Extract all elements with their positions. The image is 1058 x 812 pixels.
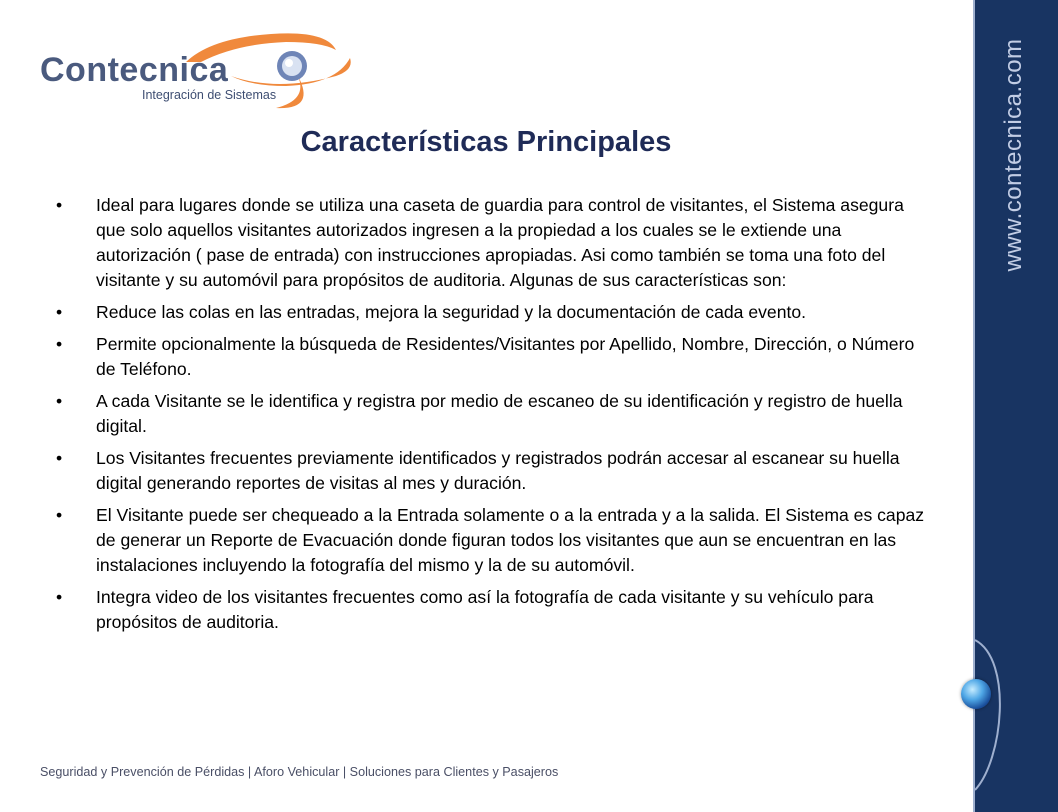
footer-tagline: Seguridad y Prevención de Pérdidas | Aforo Vehicular | Soluciones para Clientes y Pasajeros [40, 765, 559, 779]
bullet-list [56, 193, 936, 642]
bullet-text: A cada Visitante se le identifica y registra por medio de escaneo de su identificación y registro de huella digital. [96, 391, 903, 436]
logo-wordmark: Contecnica [40, 51, 229, 89]
bullet-item [56, 300, 936, 325]
orb-icon [961, 679, 991, 709]
bullet-item [56, 389, 936, 439]
bullet-dot: • [56, 391, 63, 411]
slide-title: Características Principales [300, 126, 672, 158]
bullet-text: Permite opcionalmente la búsqueda de Residentes/Visitantes por Apellido, Nombre, Dirección, o Número de Teléfono. [96, 334, 915, 379]
sidebar-url: www.contecnica.com [1000, 38, 1027, 272]
bullet-text: Integra video de los visitantes frecuentes como así la fotografía de cada visitante y su vehículo para propósitos de auditoria. [96, 587, 874, 632]
bullet-item [56, 332, 936, 382]
bullet-dot: • [56, 448, 63, 468]
bullet-dot: • [56, 302, 63, 322]
contecnica-logo [36, 32, 356, 112]
bullet-item [56, 585, 936, 635]
bullet-text: El Visitante puede ser chequeado a la Entrada solamente o a la entrada y a la salida. El Sistema es capaz de generar un Reporte de Evacuación donde figuran todos los visitantes que aun se encuentran en las instalaciones incluyendo la fotografía del mismo y la de su automóvil. [96, 505, 925, 575]
bullet-text: Reduce las colas en las entradas, mejora la seguridad y la documentación de cada evento. [96, 302, 807, 322]
bullet-dot: • [56, 334, 63, 354]
bullet-text: Los Visitantes frecuentes previamente identificados y registrados podrán accesar al escanear su huella digital generando reportes de visitas al mes y duración. [96, 448, 900, 493]
logo-tagline: Integración de Sistemas [142, 88, 277, 102]
bullet-dot: • [56, 195, 63, 215]
bullet-item [56, 503, 936, 578]
bullet-item [56, 193, 936, 293]
bullet-item [56, 446, 936, 496]
bullet-dot: • [56, 505, 63, 525]
bullet-dot: • [56, 587, 63, 607]
bullet-text: Ideal para lugares donde se utiliza una caseta de guardia para control de visitantes, el Sistema asegura que solo aquellos visitantes autorizados ingresen a la propiedad a los cuales se le extiende una autorización ( pase de entrada) con instrucciones apropiadas. Asi como también se toma una foto del visitante y su automóvil para propósitos de auditoria. Algunas de sus características son: [96, 195, 904, 290]
